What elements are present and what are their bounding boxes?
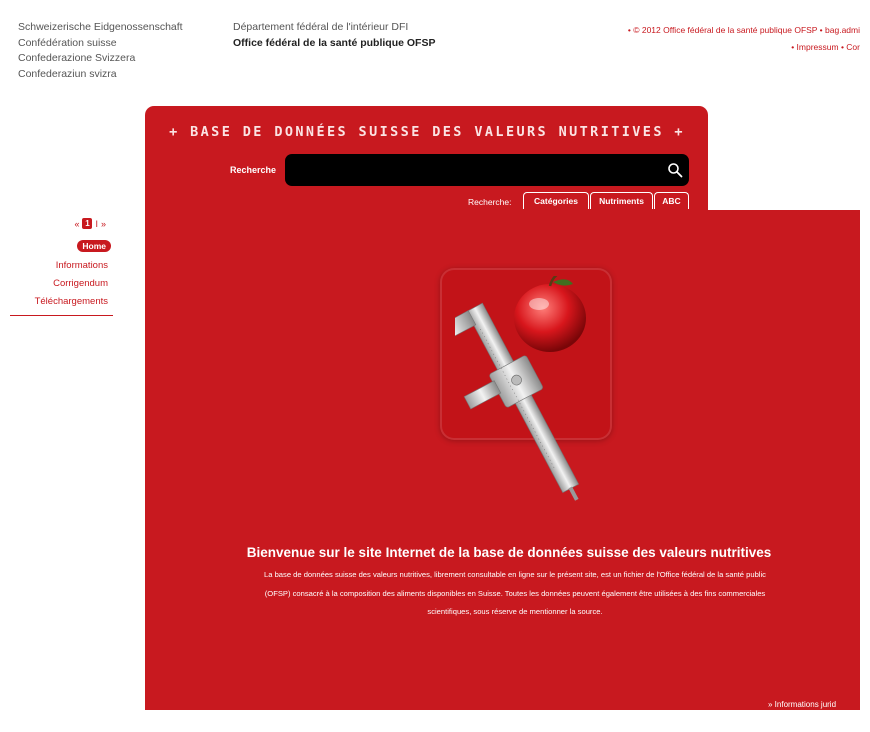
nav-divider: [10, 315, 113, 316]
pager-prev[interactable]: «: [74, 218, 80, 229]
search-input[interactable]: [285, 154, 689, 186]
legal-info-link[interactable]: » Informations jurid: [768, 700, 837, 709]
caliper-apple-icon: [455, 276, 625, 521]
office-name: Office fédéral de la santé publique OFSP: [233, 36, 436, 49]
pager: [74, 218, 106, 229]
top-links-row-2[interactable]: [791, 42, 860, 52]
tab-nutriments[interactable]: Nutriments: [590, 192, 653, 209]
pager-separator: I: [95, 218, 98, 229]
database-title: + BASE DE DONNÉES SUISSE DES VALEURS NUTRITIVES +: [169, 124, 685, 140]
welcome-paragraph-line-2: (OFSP) consacré à la composition des aliments disponibles en Suisse. Toutes les données peuvent également être utilisées à des fins commerciales: [264, 589, 766, 598]
copyright-link[interactable]: • © 2012 Office fédéral de la santé publique OFSP • bag.admi: [627, 25, 860, 35]
tab-categories[interactable]: Catégories: [523, 192, 589, 209]
impressum-link[interactable]: • Impressum • Cor: [791, 42, 860, 52]
department-name: Département fédéral de l'intérieur DFI: [233, 21, 409, 33]
pager-current[interactable]: 1: [82, 218, 92, 229]
welcome-title: Bienvenue sur le site Internet de la base de données suisse des valeurs nutritives: [246, 545, 772, 560]
nav-home[interactable]: Home: [77, 240, 111, 252]
lang-de: Schweizerische Eidgenossenschaft: [18, 21, 183, 33]
nav-corrigendum[interactable]: Corrigendum: [53, 278, 108, 289]
search-icon[interactable]: [667, 162, 683, 178]
nav-informations[interactable]: Informations: [55, 260, 108, 271]
tab-abc[interactable]: ABC: [654, 192, 689, 209]
department-block: [233, 20, 435, 51]
lang-rm: Confederaziun svizra: [18, 67, 117, 80]
top-links-row-1[interactable]: [628, 25, 860, 35]
lang-it: Confederazione Svizzera: [18, 52, 136, 64]
confederation-names: [18, 20, 183, 82]
welcome-paragraph-line-3: scientifiques, sous réserve de mentionner la source.: [427, 607, 603, 616]
tabs-label: Recherche:: [468, 197, 512, 207]
pager-next[interactable]: »: [100, 218, 106, 229]
search-label: Recherche: [230, 165, 277, 175]
nav-telechargements[interactable]: Téléchargements: [34, 296, 108, 307]
welcome-paragraph-line-1: La base de données suisse des valeurs nutritives, librement consultable en ligne sur le présent site, est un fichier de l'Office fédéral de la santé public: [264, 570, 766, 579]
lang-fr: Confédération suisse: [18, 36, 117, 49]
